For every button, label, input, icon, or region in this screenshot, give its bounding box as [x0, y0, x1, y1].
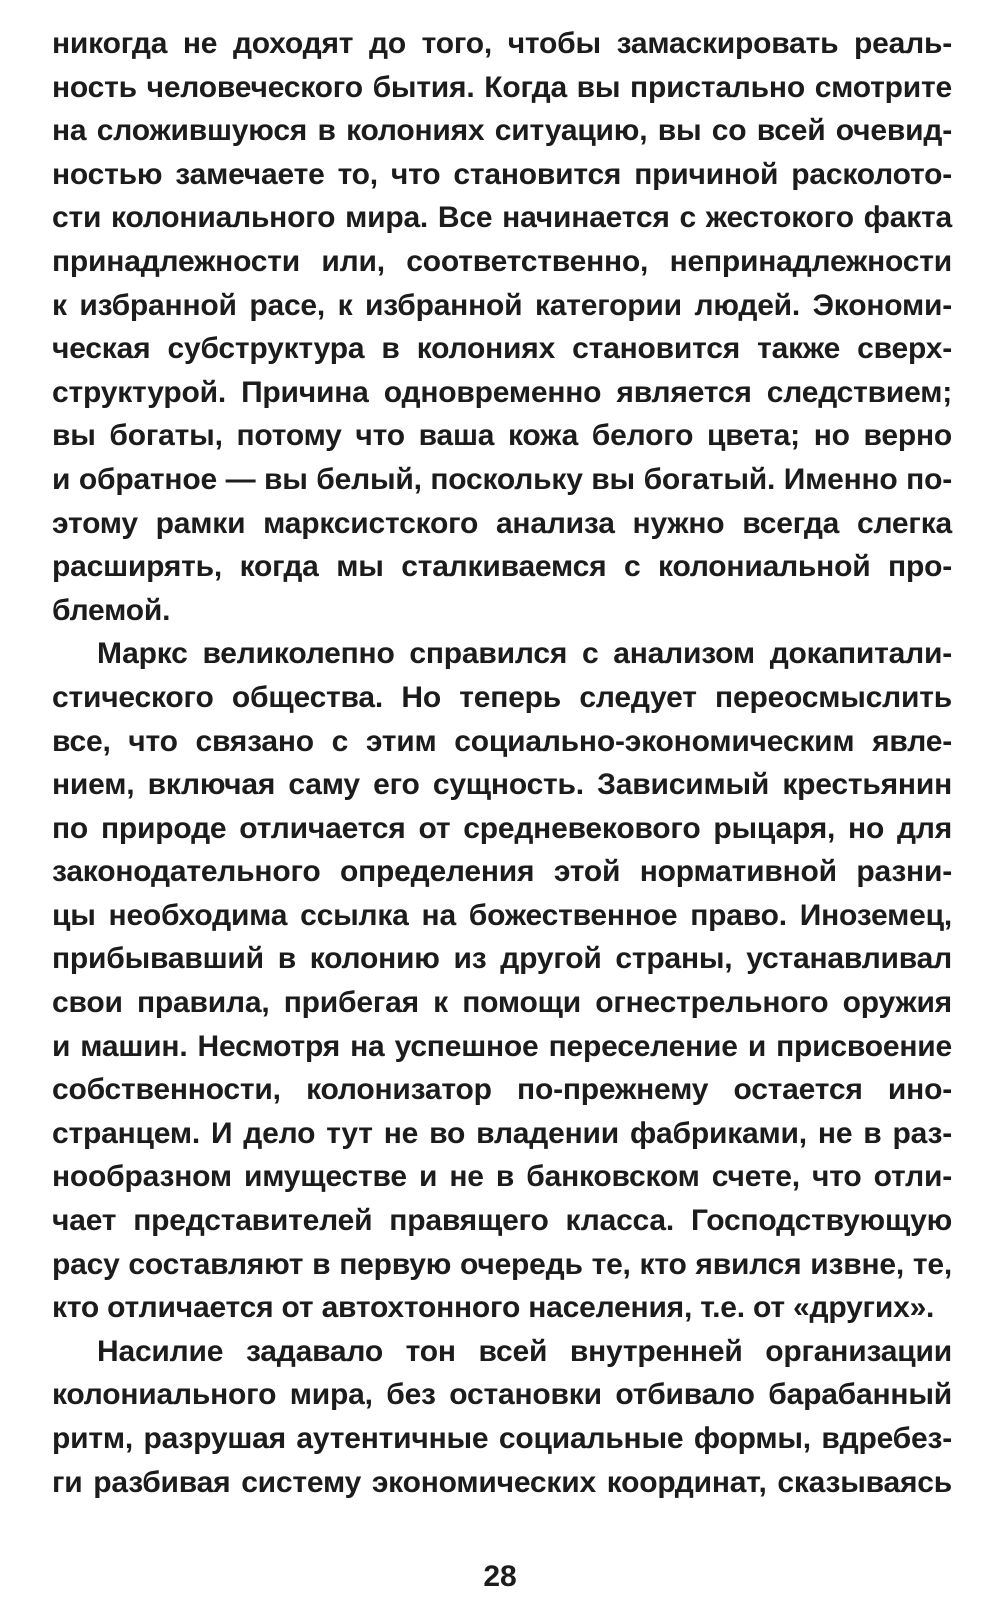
text-line: все, что связано с этим социально-экономическим явле-	[52, 724, 952, 758]
text-line: принадлежности или, соответственно, непринадлежности	[52, 244, 952, 278]
paragraph-first-line: Маркс великолепно справился с анализом докапитали-	[97, 637, 952, 671]
text-line: блемой.	[52, 593, 171, 627]
text-line: странцем. И дело тут не во владении фабриками, не в раз-	[52, 1116, 952, 1150]
text-line: и машин. Несмотря на успешное переселение и присвоение	[52, 1029, 952, 1063]
text-line: ческая субструктура в колониях становится также сверх-	[52, 332, 952, 366]
text-line: нием, включая саму его сущность. Зависимый крестьянин	[52, 768, 952, 802]
text-line: нообразном имуществе и не в банковском счете, что отли-	[52, 1160, 952, 1194]
text-line: к избранной расе, к избранной категории людей. Экономи-	[52, 288, 952, 322]
text-line: структурой. Причина одновременно является следствием;	[52, 375, 952, 409]
text-line: цы необходима ссылка на божественное право. Иноземец,	[52, 898, 952, 932]
text-line: расширять, когда мы сталкиваемся с колониальной про-	[52, 550, 952, 584]
text-line: расу составляют в первую очередь те, кто явился извне, те,	[52, 1247, 952, 1281]
text-line: собственности, колонизатор по-прежнему остается ино-	[52, 1073, 952, 1107]
text-line: свои правила, прибегая к помощи огнестрельного оружия	[52, 986, 952, 1020]
text-line: ги разбивая систему экономических координат, сказываясь	[52, 1465, 952, 1499]
page-number: 28	[483, 1560, 517, 1593]
text-line: по природе отличается от средневекового рыцаря, но для	[52, 811, 952, 845]
text-line: ностью замечаете то, что становится причиной расколото-	[52, 157, 952, 191]
text-line: на сложившуюся в колониях ситуацию, вы со всей очевид-	[52, 114, 952, 148]
body-text	[52, 22, 952, 1504]
text-line: никогда не доходят до того, чтобы замаскировать реаль-	[52, 27, 952, 60]
text-line: кто отличается от автохтонного населения, т.е. от «других».	[52, 1291, 935, 1325]
text-line: сти колониального мира. Все начинается с жестокого факта	[52, 201, 952, 235]
paragraph-first-line: Насилие задавало тон всей внутренней организации	[97, 1334, 952, 1368]
text-line: и обратное — вы белый, поскольку вы богатый. Именно по-	[52, 462, 952, 496]
text-line: прибывавший в колонию из другой страны, устанавливал	[52, 942, 952, 976]
text-line: ность человеческого бытия. Когда вы пристально смотрите	[52, 70, 952, 104]
text-line: стического общества. Но теперь следует переосмыслить	[52, 680, 952, 714]
text-line: этому рамки марксистского анализа нужно всегда слегка	[52, 506, 952, 540]
text-line: вы богаты, потому что ваша кожа белого цвета; но верно	[52, 419, 952, 453]
text-line: колониального мира, без остановки отбивало барабанный	[52, 1378, 952, 1412]
text-line: законодательного определения этой нормативной разни-	[52, 855, 952, 889]
text-line: ритм, разрушая аутентичные социальные формы, вдребез-	[52, 1422, 952, 1455]
text-line: чает представителей правящего класса. Господствующую	[52, 1204, 952, 1238]
